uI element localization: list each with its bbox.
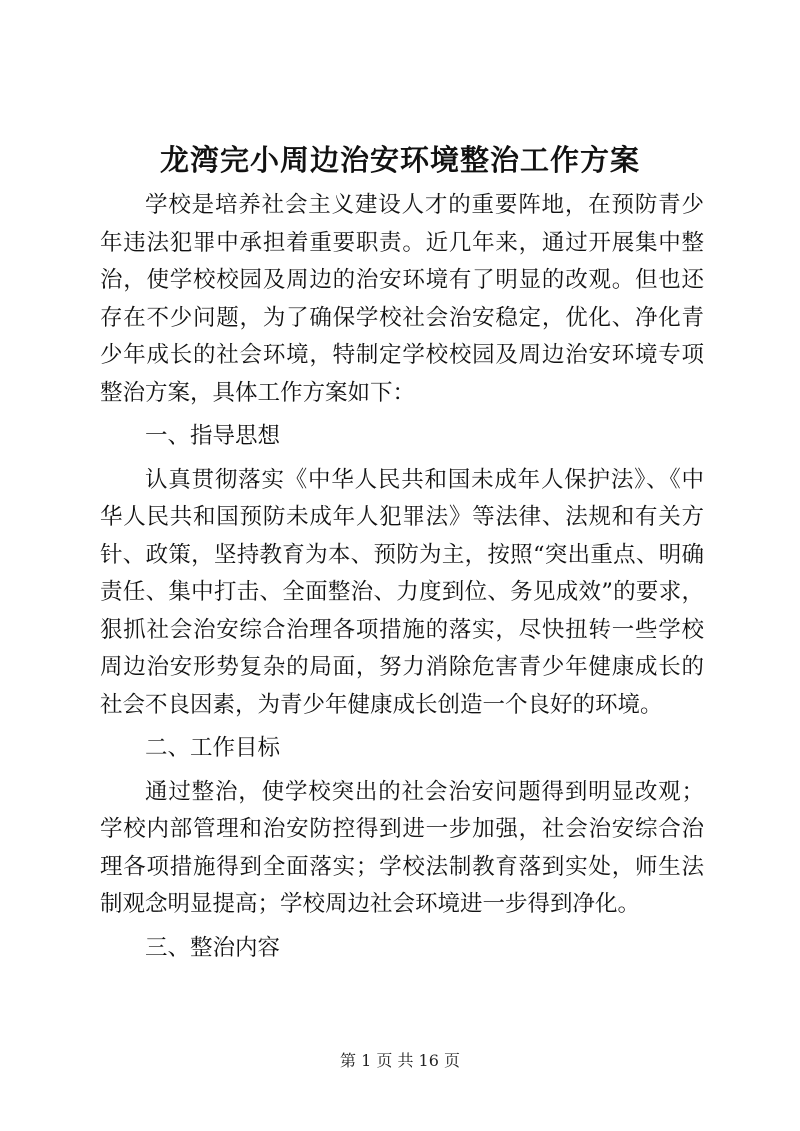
section-body-1: 认真贯彻落实《中华人民共和国未成年人保护法》、《中华人民共和国预防未成年人犯罪法》等法律、法规和有关方针、政策，坚持教育为本、预防为主，按照“突出重点、明确责任、集中打击、全面整治、力度到位、务见成效”的要求，狠抓社会治安综合治理各项措施的落实，尽快扭转一些学校周边治安形势复杂的局面，努力消除危害青少年健康成长的社会不良因素，为青少年健康成长创造一个良好的环境。 — [100, 466, 704, 718]
section-heading-3: 三、整治内容 — [145, 934, 281, 961]
document-body — [100, 187, 704, 967]
document-title: 龙湾完小周边治安环境整治工作方案 — [159, 143, 640, 177]
section-heading-1: 一、指导思想 — [145, 423, 281, 449]
section-body-2: 通过整治，使学校突出的社会治安问题得到明显改观；学校内部管理和治安防控得到进一步加强，社会治安综合治理各项措施得到全面落实；学校法制教育落到实处，师生法制观念明显提高；学校周边社会环境进一步得到净化。 — [100, 778, 704, 917]
section-heading-2: 二、工作目标 — [145, 735, 281, 761]
page-number-footer: 第 1 页 共 16 页 — [340, 1051, 460, 1070]
intro-paragraph: 学校是培养社会主义建设人才的重要阵地，在预防青少年违法犯罪中承担着重要职责。近几年来，通过开展集中整治，使学校校园及周边的治安环境有了明显的改观。但也还存在不少问题，为了确保学校社会治安稳定，优化、净化青少年成长的社会环境，特制定学校校园及周边治安环境专项整治方案，具体工作方案如下： — [100, 192, 704, 406]
